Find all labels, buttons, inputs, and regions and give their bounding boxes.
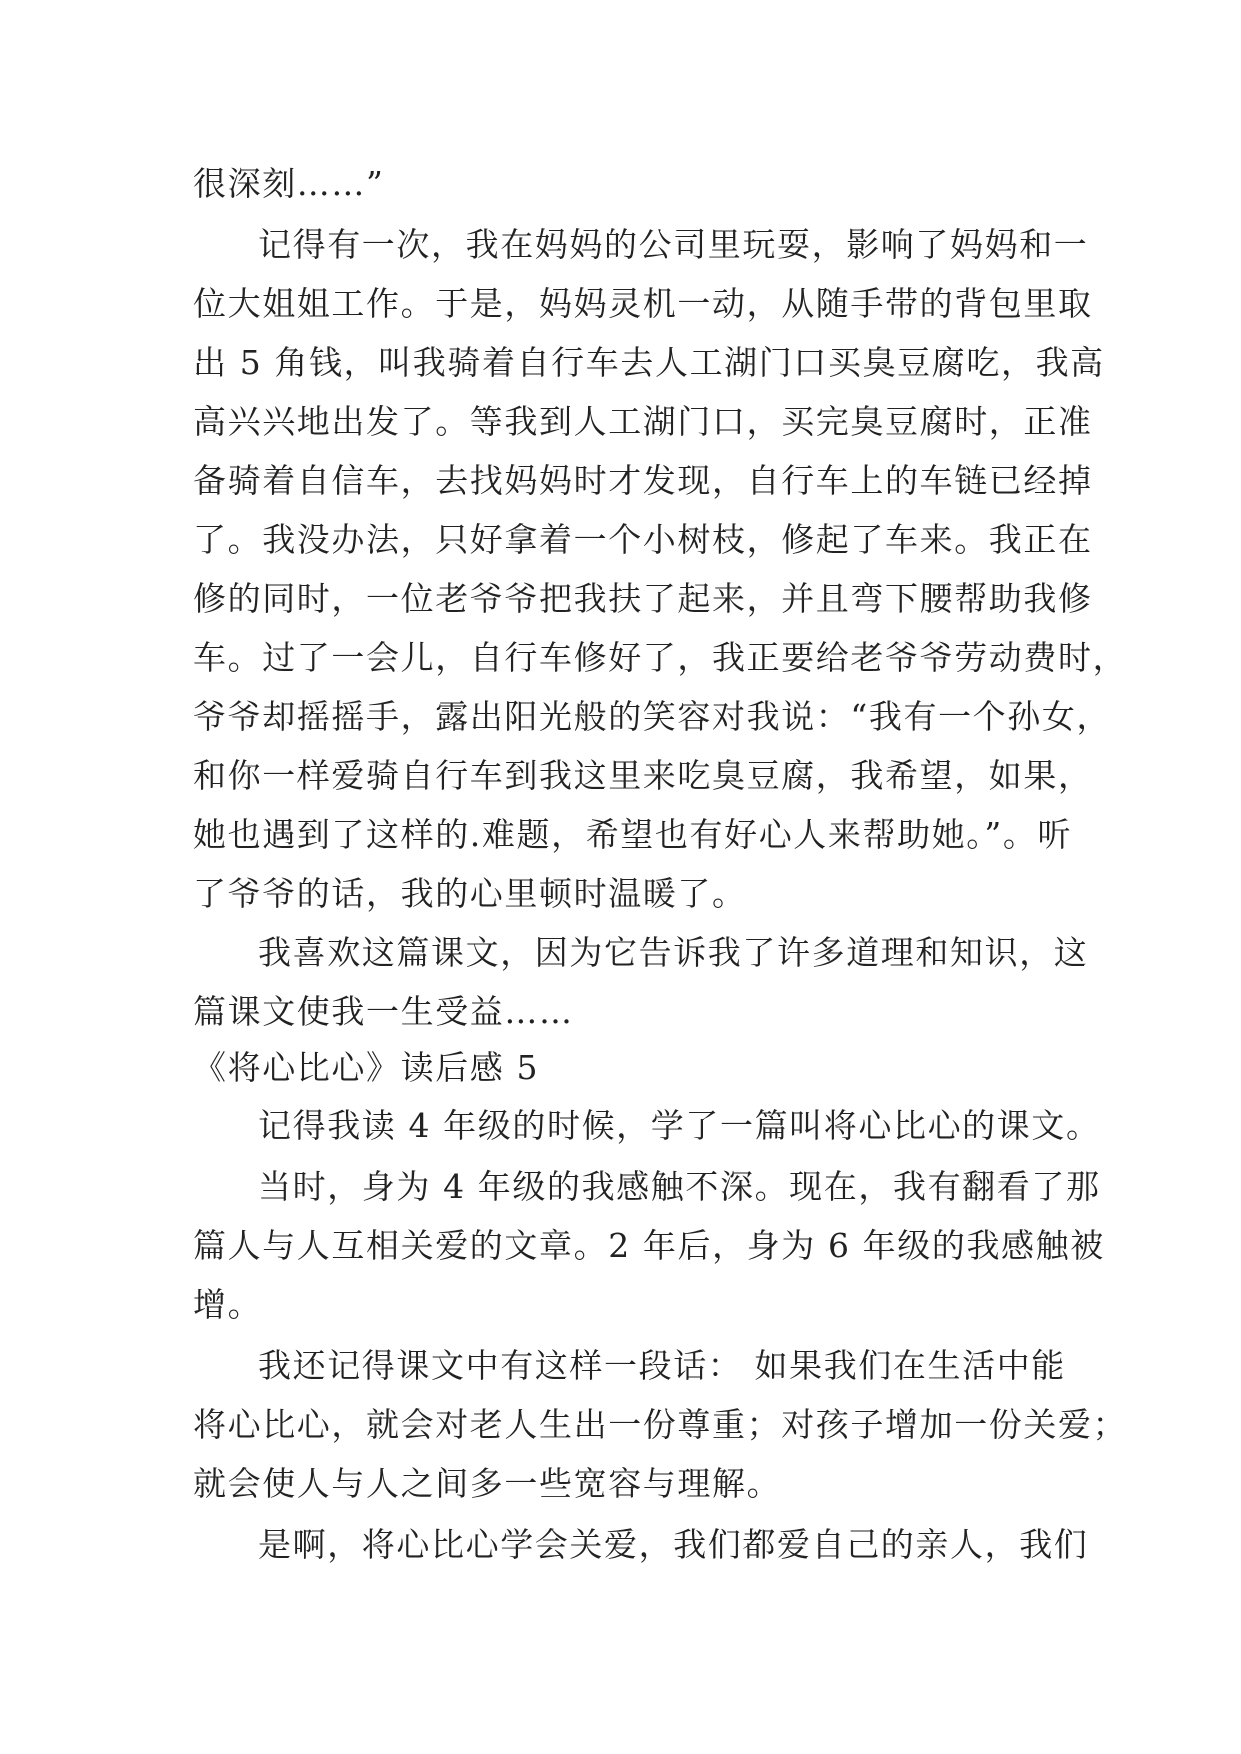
text-line: 我喜欢这篇课文，因为它告诉我了许多道理和知识，这 <box>258 933 1089 972</box>
text-line: 修的同时，一位老爷爷把我扶了起来，并且弯下腰帮助我修 <box>193 579 1093 618</box>
text-line: 篇人与人互相关爱的文章。2 年后，身为 6 年级的我感触被 <box>193 1226 1105 1265</box>
text-line: 出 5 角钱，叫我骑着自行车去人工湖门口买臭豆腐吃，我高 <box>193 343 1105 382</box>
text-line: 记得我读 4 年级的时候，学了一篇叫将心比心的课文。 <box>258 1106 1101 1145</box>
section-heading: 《将心比心》读后感 5 <box>193 1048 540 1087</box>
text-line: 记得有一次，我在妈妈的公司里玩耍，影响了妈妈和一 <box>258 225 1089 264</box>
text-line: 当时，身为 4 年级的我感触不深。现在，我有翻看了那 <box>258 1167 1101 1206</box>
text-line: 增。 <box>193 1285 263 1324</box>
text-line: 就会使人与人之间多一些宽容与理解。 <box>193 1464 782 1503</box>
text-line: 是啊，将心比心学会关爱，我们都爱自己的亲人，我们 <box>258 1525 1089 1564</box>
text-line: 备骑着自信车，去找妈妈时才发现，自行车上的车链已经掉 <box>193 461 1093 500</box>
text-line: 将心比心，就会对老人生出一份尊重；对孩子增加一份关爱； <box>193 1405 1128 1444</box>
text-line: 她也遇到了这样的.难题，希望也有好心人来帮助她。”。听 <box>193 815 1073 854</box>
text-line: 了。我没办法，只好拿着一个小树枝，修起了车来。我正在 <box>193 520 1093 559</box>
text-line: 高兴兴地出发了。等我到人工湖门口，买完臭豆腐时，正准 <box>193 402 1093 441</box>
text-line: 我还记得课文中有这样一段话： 如果我们在生活中能 <box>258 1346 1066 1385</box>
text-line: 很深刻……” <box>193 164 385 203</box>
text-line: 和你一样爱骑自行车到我这里来吃臭豆腐，我希望，如果， <box>193 756 1093 795</box>
text-line: 篇课文使我一生受益…… <box>193 992 574 1031</box>
text-line: 位大姐姐工作。于是，妈妈灵机一动，从随手带的背包里取 <box>193 284 1093 323</box>
text-line: 车。过了一会儿，自行车修好了，我正要给老爷爷劳动费时， <box>193 638 1128 677</box>
text-line: 了爷爷的话，我的心里顿时温暖了。 <box>193 874 747 913</box>
text-line: 爷爷却摇摇手，露出阳光般的笑容对我说：“我有一个孙女， <box>193 697 1112 736</box>
